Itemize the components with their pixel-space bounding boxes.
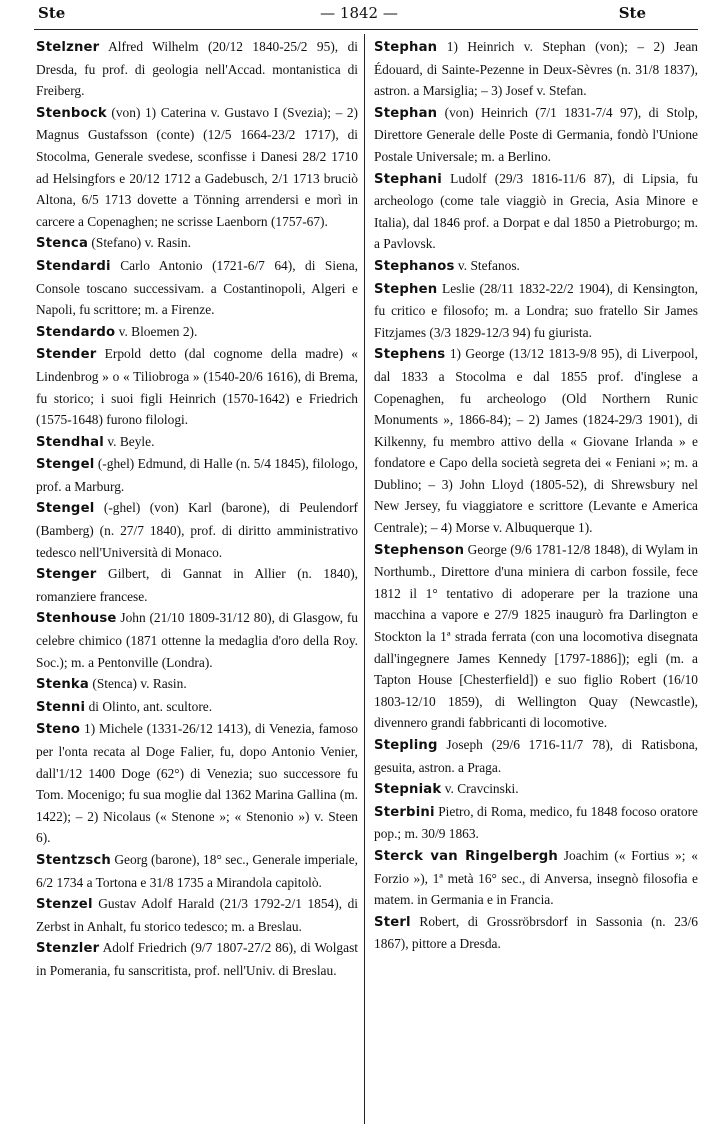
entry-text: Carlo Antonio (1721-6/7 64), di Siena, Console toscano successivam. a Costantinopoli, Algeri e Napoli, fu scrittore; m. a Firenze. — [36, 257, 358, 318]
entry-text: Pietro, di Roma, medico, fu 1848 focoso oratore pop.; m. 30/9 1863. — [374, 803, 698, 842]
entry-text: (von) 1) Caterina v. Gustavo I (Svezia); – 2) Magnus Gustafsson (conte) (12/5 1664-23/2 1717), di Stocolma, Generale svedese, sconfisse i Danesi 28/2 1710 ad Helsingfors e 20/12 1712 a Gadebusch, 2/1 1713 bruciò Altona, 6/5 1713 dovette a Tönning arrendersi e morì in carcere a Copenaghen; ne scrisse Laenborn (1757-67). — [36, 104, 358, 229]
entry-text: George (9/6 1781-12/8 1848), di Wylam in Northumb., Direttore d'una miniera di carbon fossile, fece 1812 il 1° tentativo di adoperare per la trazione una macchina a vapore e 27/9 1825 inaugurò fra Darlington e Stockton la 1ª strada ferrata (con una locomotiva disegnata dall'ingegnere James Kennedy [1797-1886]); egli (m. a Tapton House [Chesterfield]) e suo figlio Robert (16/10 1803-12/10 1859), di Wellington Quay (Newcastle), divennero grandi fabbricanti di locomotive. — [374, 541, 698, 731]
headword: Stephan — [374, 105, 438, 121]
entry-stenhouse — [36, 607, 358, 673]
entry-stephens — [374, 343, 698, 538]
entry-stengel-karl — [36, 497, 358, 563]
entry-stengel-edmund — [36, 453, 358, 497]
right-column — [374, 36, 698, 955]
entry-text: v. Stefanos. — [454, 257, 520, 273]
headword: Stepniak — [374, 782, 442, 798]
entry-text: Joachim (« Fortius »; « Forzio »), 1ª metà 16° sec., di Anversa, insegnò filosofia e matem. in Germania e in Francia. — [374, 847, 698, 908]
headword: Stengel — [36, 501, 95, 517]
entry-text: Leslie (28/11 1832-22/2 1904), di Kensington, fu critico e filosofo; m. a Londra; suo fratello Sir James Fitzjames (3/3 1829-12/3 94) fu giurista. — [374, 280, 698, 340]
entry-text: John (21/10 1809-31/12 80), di Glasgow, fu celebre chimico (1871 ottenne la medaglia d'oro della Roy. Soc.); m. a Pentonville (Londra). — [36, 610, 358, 670]
column-divider — [364, 34, 365, 1124]
left-column — [36, 36, 358, 982]
entry-text: Gilbert, di Gannat in Allier (n. 1840), romanziere francese. — [36, 566, 358, 604]
entry-stepniak — [374, 778, 698, 801]
entry-sterl — [374, 911, 698, 955]
entry-stenzler — [36, 937, 358, 981]
entry-stendardi — [36, 255, 358, 321]
entry-stephan-von — [374, 102, 698, 168]
entry-stelzner — [36, 36, 358, 102]
headword: Stenbock — [36, 105, 107, 121]
entry-stepling — [374, 734, 698, 778]
headword: Stenka — [36, 677, 90, 693]
headword: Stenzler — [36, 941, 100, 957]
headword: Sterbini — [374, 804, 435, 820]
entry-text: Gustav Adolf Harald (21/3 1792-2/1 1854), di Zerbst in Anhalt, fu storico tedesco; m. a Breslau. — [36, 896, 358, 934]
entry-stenbock — [36, 102, 358, 233]
entry-stephen — [374, 278, 698, 344]
headword: Stenca — [36, 236, 89, 252]
headword: Sterck van Ringelbergh — [374, 848, 558, 864]
headword: Stenzel — [36, 897, 93, 913]
header-rule — [34, 29, 698, 30]
entry-stephani — [374, 168, 698, 255]
entry-stenni — [36, 696, 358, 719]
entry-text: Georg (barone), 18° sec., Generale imperiale, 6/2 1734 a Tortona e 31/8 1735 a Mirandola capitolò. — [36, 851, 358, 890]
entry-text: 1) Heinrich v. Stephan (von); – 2) Jean Édouard, di Sainte-Pezenne in Deux-Sèvres (n. 31/8 1837), astron. a Marsiglia; – 3) Josef v. Stefan. — [374, 39, 698, 99]
entry-text: 1) George (13/12 1813-9/8 95), di Liverpool, dal 1833 a Stocolma e dal 1855 prof. d'inglese a Copenaghen, fu archeologo (Old Northern Runic Monuments », 1866-84); – 2) James (1824-29/3 1901), di Kilkenny, fu membro attivo della « Giovane Irlanda » e fondatore e Capo della società segreta dei « Feniani »; m. a Dublino; – 3) John Lloyd (1805-52), di Shrewsbury nel New Jersey, fu viaggiatore e scrittore (Levante e America Centrale); – 4) Morse v. Albuquerque 1). — [374, 346, 698, 536]
headword: Stender — [36, 347, 97, 363]
entry-text: v. Bloemen 2). — [115, 323, 198, 339]
entry-stephanos — [374, 255, 698, 278]
headword: Stendardo — [36, 324, 116, 340]
entry-text: (-ghel) (von) Karl (barone), di Peulendorf (Bamberg) (n. 27/7 1840), prof. di diritto amministrativo tedesco nell'Università di Monaco. — [36, 500, 358, 560]
entry-stendhal — [36, 431, 358, 454]
entry-text: Joseph (29/6 1716-11/7 78), di Ratisbona, gesuita, astron. a Praga. — [374, 737, 698, 775]
entry-stephan-1 — [374, 36, 698, 102]
header-right-guideword: Ste — [618, 4, 646, 22]
entry-text: v. Cravcinski. — [441, 781, 519, 797]
entry-text: 1) Michele (1331-26/12 1413), di Venezia, famoso per l'onta recata al Doge Falier, fu, dopo Antonio Venier, dall'1/12 1400 Doge (62°) di Venezia; suo successore fu Tom. Mocenigo; fu sua moglie dal 1362 Marina Gallina (m. 1422); – 2) Nicolaus (« Stenone »; « Stenonio ») v. Steen 6). — [36, 721, 358, 846]
entry-stenzel — [36, 893, 358, 937]
page-header — [0, 0, 718, 26]
entry-text: (Stenca) v. Rasin. — [89, 676, 187, 692]
entry-stender — [36, 343, 358, 430]
page-number: — 1842 — — [320, 4, 398, 22]
headword: Stenni — [36, 699, 86, 715]
entry-sterbini — [374, 801, 698, 845]
entry-text: di Olinto, ant. scultore. — [85, 698, 213, 714]
headword: Stephanos — [374, 258, 455, 274]
entry-text: Robert, di Grossröbrsdorf in Sassonia (n. 23/6 1867), pittore a Dresda. — [374, 913, 698, 952]
entry-text: Adolf Friedrich (9/7 1807-27/2 86), di Wolgast in Pomerania, fu sanscritista, prof. nell'Univ. di Breslau. — [36, 940, 358, 978]
entry-stenca — [36, 232, 358, 255]
headword: Stengel — [36, 457, 95, 473]
entry-text: Alfred Wilhelm (20/12 1840-25/2 95), di Dresda, fu prof. di geologia nell'Accad. montanistica di Freiberg. — [36, 39, 358, 99]
headword: Stendardi — [36, 258, 111, 274]
header-left-guideword: Ste — [38, 4, 66, 22]
headword: Sterl — [374, 914, 411, 930]
headword: Stepling — [374, 738, 438, 753]
entry-text: Ludolf (29/3 1816-11/6 87), di Lipsia, fu archeologo (come tale viaggiò in Grecia, Asia Minore e Italia), dal 1846 prof. a Dorpat e dal 1850 a Pietroburgo; m. a Pavlovsk. — [374, 170, 698, 252]
entry-stenka — [36, 673, 358, 696]
entry-stendardo — [36, 321, 358, 344]
headword: Stenhouse — [36, 611, 117, 627]
headword: Stenger — [36, 567, 97, 583]
headword: Steno — [36, 722, 81, 738]
entry-stephenson — [374, 539, 698, 734]
entry-text: Erpold detto (dal cognome della madre) « Lindenbrog » o « Tiliobroga » (1540-20/6 1616), di Brema, fu storico; i suoi figli Heinrich (1570-1642) e Friedrich (1575-1648) furono filologi. — [36, 346, 358, 428]
headword: Stephen — [374, 281, 438, 297]
entry-text: v. Beyle. — [103, 433, 155, 449]
entry-steno — [36, 718, 358, 849]
headword: Stephenson — [374, 542, 465, 558]
entry-sterck-van-ringelbergh — [374, 845, 698, 911]
headword: Stephan — [374, 40, 438, 55]
headword: Stendhal — [36, 434, 104, 450]
headword: Stentzsch — [36, 852, 111, 868]
entry-stentzsch — [36, 849, 358, 893]
entry-text: (Stefano) v. Rasin. — [88, 235, 191, 251]
headword: Stephani — [374, 171, 442, 187]
entry-text: (-ghel) Edmund, di Halle (n. 5/4 1845), filologo, prof. a Marburg. — [36, 456, 358, 494]
entry-text: (von) Heinrich (7/1 1831-7/4 97), di Stolp, Direttore Generale delle Poste di Germania, fondò l'Unione Postale Universale; m. a Berlino. — [374, 104, 698, 164]
entry-stenger — [36, 563, 358, 607]
headword: Stephens — [374, 347, 446, 363]
headword: Stelzner — [36, 40, 100, 55]
